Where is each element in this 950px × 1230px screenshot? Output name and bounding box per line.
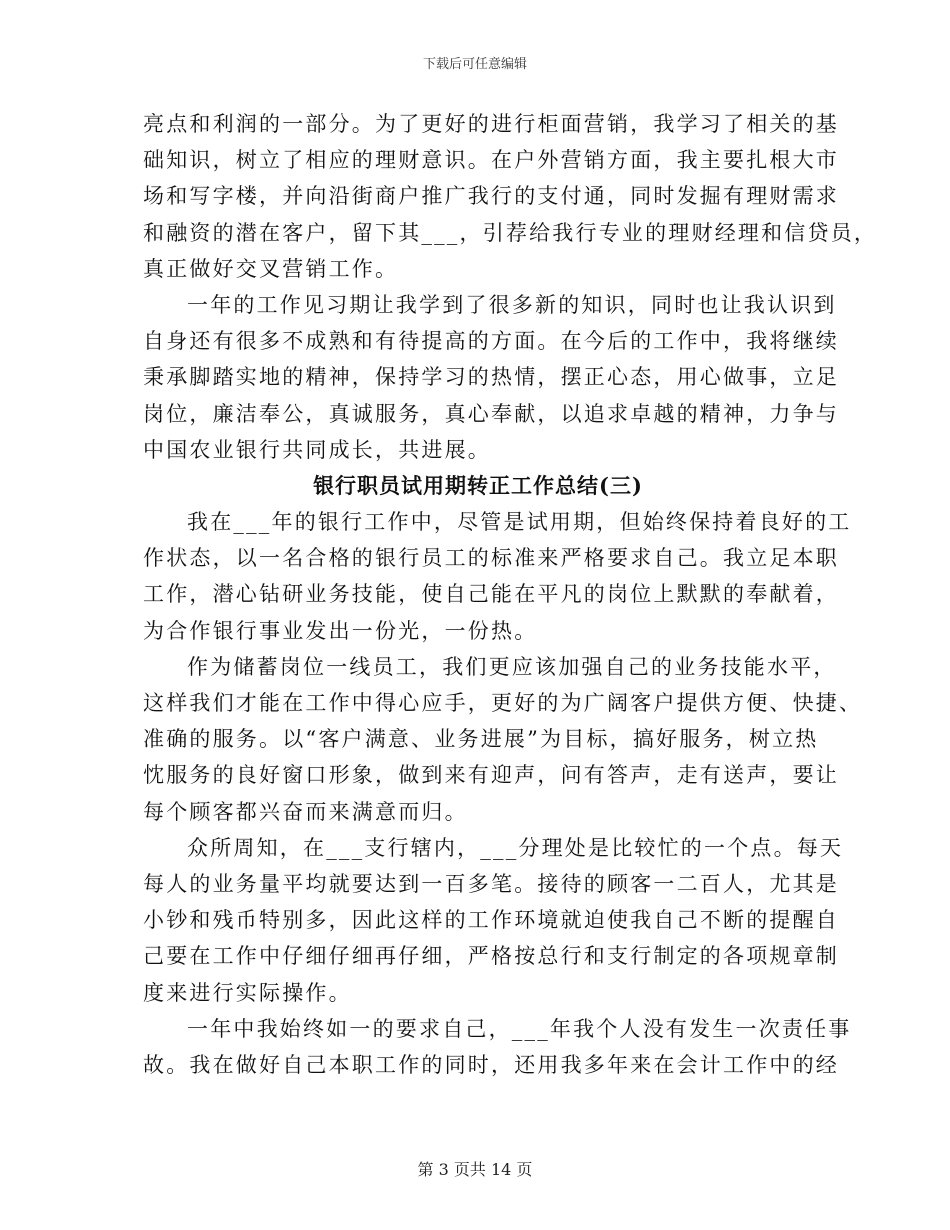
page-header: 下载后可任意编辑 [422, 57, 527, 72]
text-line: 每个顾客都兴奋而来满意而归。 [143, 799, 468, 824]
text-line: 础知识，树立了相应的理财意识。在户外营销方面，我主要扎根大市 [143, 148, 839, 173]
text-line: 亮点和利润的一部分。为了更好的进行柜面营销，我学习了相关的基 [143, 112, 839, 136]
text-line: 作为储蓄岗位一线员工，我们更应该加强自己的业务技能水平， [187, 654, 837, 679]
text-line: 作状态，以一名合格的银行员工的标准来严格要求自己。我立足本职 [143, 546, 839, 571]
text-line: 秉承脚踏实地的精神，保持学习的热情，摆正心态，用心做事，立足 [143, 365, 839, 390]
text-line: 己要在工作中仔细仔细再仔细，严格按总行和支行制定的各项规章制 [143, 944, 839, 969]
text-line: 岗位，廉洁奉公，真诚服务，真心奉献，以追求卓越的精神，力争与 [143, 401, 839, 426]
text-line: 准确的服务。以“客户满意、业务进展”为目标，搞好服务，树立热 [143, 727, 819, 752]
document-body [143, 106, 878, 1083]
text-line: 工作，潜心钻研业务技能，使自己能在平凡的岗位上默默的奉献着， [143, 582, 839, 607]
text-line: 中国农业银行共同成长，共进展。 [143, 437, 491, 462]
text-line: 我在___年的银行工作中，尽管是试用期，但始终保持着良好的工 [187, 510, 852, 535]
text-line: 故。我在做好自己本职工作的同时，还用我多年来在会计工作中的经 [143, 1052, 839, 1077]
page-footer: 第 3 页共 14 页 [417, 1160, 533, 1179]
text-line: 为合作银行事业发出一份光，一份热。 [143, 618, 538, 643]
text-line: 一年的工作见习期让我学到了很多新的知识，同时也让我认识到 [187, 292, 837, 317]
text-line: 忱服务的良好窗口形象，做到来有迎声，问有答声，走有送声，要让 [143, 763, 839, 788]
text-line: 每人的业务量平均就要达到一百多笔。接待的顾客一二百人，尤其是 [143, 871, 839, 896]
text-line: 度来进行实际操作。 [143, 980, 352, 1005]
text-line: 自身还有很多不成熟和有待提高的方面。在今后的工作中，我将继续 [143, 329, 839, 354]
text-line: 这样我们才能在工作中得心应手，更好的为广阔客户提供方便、快捷、 [143, 691, 863, 715]
text-line: 小钞和残币特别多，因此这样的工作环境就迫使我自己不断的提醒自 [143, 908, 839, 933]
text-line: 和融资的潜在客户，留下其___，引荐给我行专业的理财经理和信贷员， [143, 220, 878, 245]
text-line: 场和写字楼，并向沿街商户推广我行的支付通，同时发掘有理财需求 [143, 184, 839, 209]
section-title: 银行职员试用期转正工作总结(三) [313, 472, 643, 498]
text-line: 众所周知，在___支行辖内，___分理处是比较忙的一个点。每天 [187, 835, 844, 860]
text-line: 真正做好交叉营销工作。 [143, 256, 399, 281]
text-line: 一年中我始终如一的要求自己，___年我个人没有发生一次责任事 [187, 1016, 852, 1041]
